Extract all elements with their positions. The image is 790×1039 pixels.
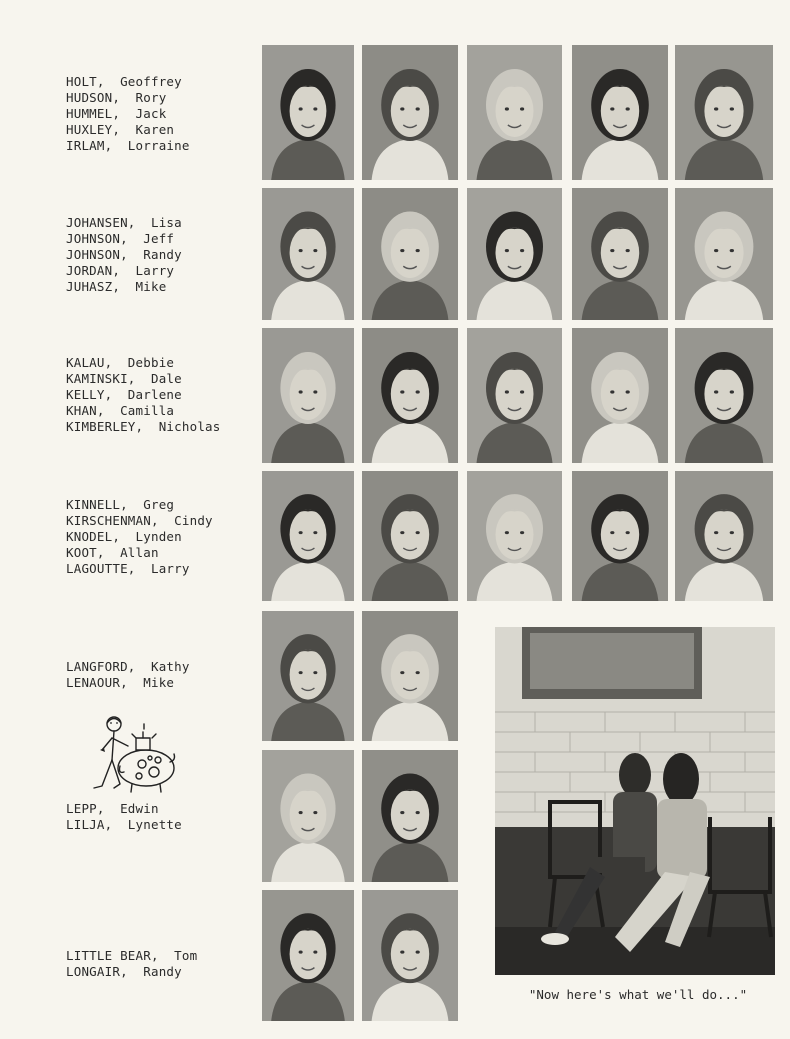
student-portrait: [675, 188, 773, 320]
student-portrait: [262, 328, 354, 463]
student-portrait: [262, 471, 354, 601]
student-name: HOLT, Geoffrey: [66, 74, 182, 89]
student-portrait: [362, 471, 458, 601]
name-list-row-4: [66, 497, 213, 577]
student-portrait: [362, 328, 458, 463]
name-list-row-1: [66, 74, 190, 154]
student-portrait: [262, 750, 354, 882]
student-portrait: [362, 611, 458, 741]
student-portrait: [467, 188, 562, 320]
student-name: KHAN, Camilla: [66, 403, 175, 418]
student-portrait: [572, 471, 668, 601]
student-portrait: [467, 471, 562, 601]
student-name: KAMINSKI, Dale: [66, 371, 182, 386]
student-name: JUHASZ, Mike: [66, 279, 167, 294]
student-portrait: [362, 45, 458, 180]
student-portrait: [675, 328, 773, 463]
student-name: KELLY, Darlene: [66, 387, 182, 402]
student-name: JOHNSON, Randy: [66, 247, 182, 262]
student-name: LAGOUTTE, Larry: [66, 561, 190, 576]
student-portrait: [262, 45, 354, 180]
student-name: KNODEL, Lynden: [66, 529, 182, 544]
student-portrait: [572, 188, 668, 320]
cartoon-illustration-icon: [84, 712, 180, 798]
student-name: LANGFORD, Kathy: [66, 659, 190, 674]
student-portrait: [467, 45, 562, 180]
student-portrait: [362, 750, 458, 882]
name-list-row-7: [66, 948, 197, 980]
student-name: IRLAM, Lorraine: [66, 138, 190, 153]
name-list-row-5: [66, 659, 190, 691]
student-name: KOOT, Allan: [66, 545, 159, 560]
student-name: LONGAIR, Randy: [66, 964, 182, 979]
student-name: HUXLEY, Karen: [66, 122, 175, 137]
student-name: LITTLE BEAR, Tom: [66, 948, 198, 963]
student-name: JORDAN, Larry: [66, 263, 175, 278]
student-portrait: [675, 471, 773, 601]
student-portrait: [262, 188, 354, 320]
student-name: LENAOUR, Mike: [66, 675, 175, 690]
student-name: KIRSCHENMAN, Cindy: [66, 513, 213, 528]
candid-photo: [495, 627, 775, 975]
student-name: JOHANSEN, Lisa: [66, 215, 182, 230]
student-portrait: [572, 45, 668, 180]
name-list-row-6: [66, 801, 182, 833]
student-name: HUDSON, Rory: [66, 90, 167, 105]
student-portrait: [467, 328, 562, 463]
student-name: LEPP, Edwin: [66, 801, 159, 816]
student-name: KALAU, Debbie: [66, 355, 175, 370]
name-list-row-2: [66, 215, 182, 295]
student-name: HUMMEL, Jack: [66, 106, 167, 121]
name-list-row-3: [66, 355, 221, 435]
student-name: KINNELL, Greg: [66, 497, 175, 512]
student-portrait: [362, 890, 458, 1021]
student-portrait: [572, 328, 668, 463]
student-portrait: [675, 45, 773, 180]
candid-caption: "Now here's what we'll do...": [528, 987, 748, 1002]
student-name: JOHNSON, Jeff: [66, 231, 175, 246]
student-portrait: [262, 611, 354, 741]
student-name: KIMBERLEY, Nicholas: [66, 419, 221, 434]
student-portrait: [262, 890, 354, 1021]
student-portrait: [362, 188, 458, 320]
student-name: LILJA, Lynette: [66, 817, 182, 832]
